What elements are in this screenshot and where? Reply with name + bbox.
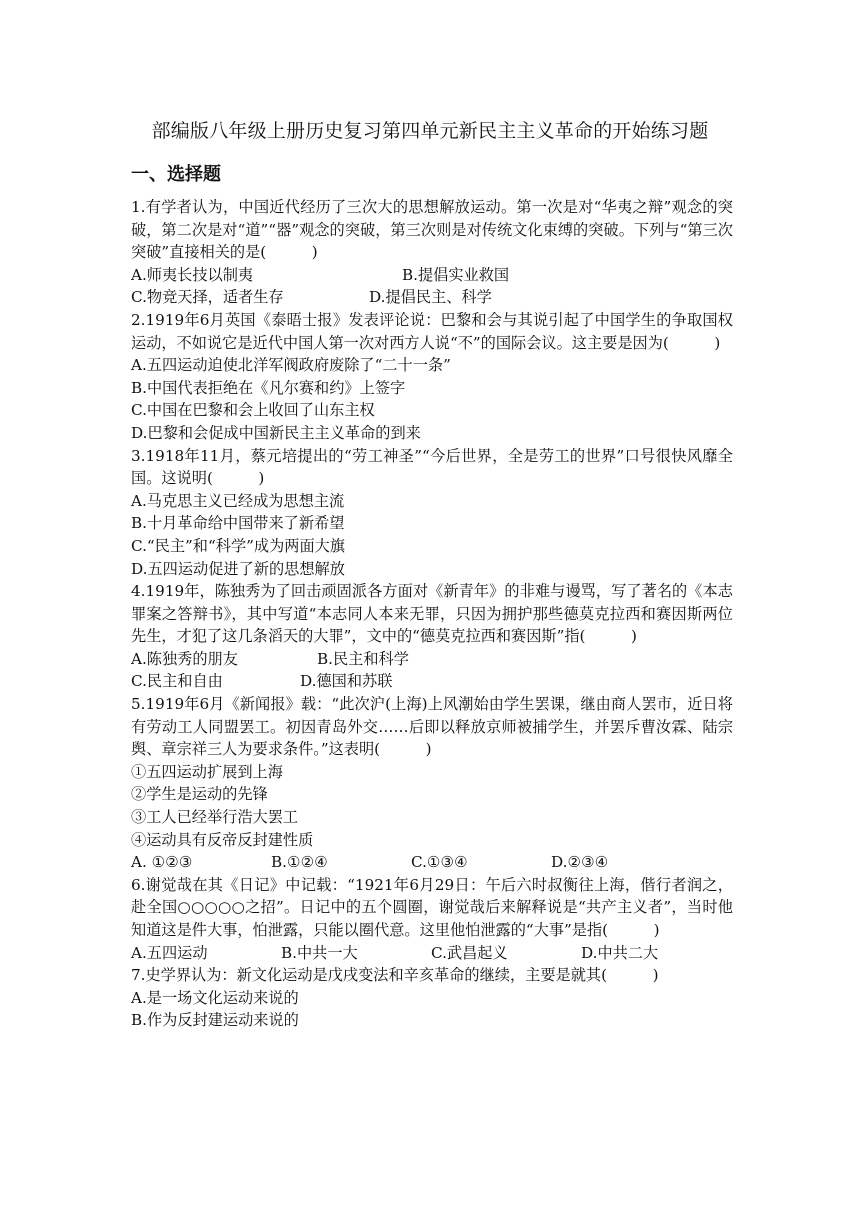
option-b: B.作为反封建运动来说的 xyxy=(131,1011,299,1030)
question-stem: 6.谢觉哉在其《日记》中记载：“1921年6月29日：午后六时叔衡往上海，偕行者润之，赴全国○○○○○之招”。日记中的五个圆圈，谢觉哉后来解释说是“共产主义者”，当时他知道这是件大事，怕泄露，只能以圈代意。这里他怕泄露的“大事”是指( ) xyxy=(131,875,733,939)
statement-3: ③工人已经举行浩大罢工 xyxy=(131,808,299,827)
option-a: A.五四运动迫使北洋军阀政府废除了“二十一条” xyxy=(131,356,451,375)
question-3 xyxy=(131,445,733,581)
question-stem: 7.史学界认为：新文化运动是戊戌变法和辛亥革命的继续，主要是就其( ) xyxy=(131,966,659,985)
option-row xyxy=(131,942,733,965)
option-c: C.中国在巴黎和会上收回了山东主权 xyxy=(131,401,375,420)
option-b: B.十月革命给中国带来了新希望 xyxy=(131,514,345,533)
question-stem: 3.1918年11月，蔡元培提出的“劳工神圣”“今后世界，全是劳工的世界”口号很快风靡全国。这说明( ) xyxy=(131,446,733,488)
statement-2: ②学生是运动的先锋 xyxy=(131,785,268,804)
question-4 xyxy=(131,580,733,693)
option-d: D.②③④ xyxy=(551,853,609,872)
option-a: A.师夷长技以制夷 xyxy=(131,265,254,284)
option-c: C.民主和自由 xyxy=(131,672,223,691)
option-d: D.中共二大 xyxy=(581,943,659,962)
option-row xyxy=(131,264,733,287)
option-row xyxy=(131,670,733,693)
option-b: B.提倡实业救国 xyxy=(402,265,510,284)
question-stem: 2.1919年6月英国《泰晤士报》发表评论说：巴黎和会与其说引起了中国学生的争取国权运动，不如说它是近代中国人第一次对西方人说“不”的国际会议。这主要是因为( ) xyxy=(131,310,733,352)
option-b: B.民主和科学 xyxy=(317,649,409,668)
question-stem: 4.1919年，陈独秀为了回击顽固派各方面对《新青年》的非难与谩骂，写了著名的《本志罪案之答辩书》，其中写道“本志同人本来无罪，只因为拥护那些德莫克拉西和赛因斯两位先生，才犯了这几条滔天的大罪”，文中的“德莫克拉西和赛因斯”指( ) xyxy=(131,582,733,646)
question-list xyxy=(131,196,733,1032)
question-5 xyxy=(131,693,733,874)
question-stem: 5.1919年6月《新闻报》载：“此次沪(上海)上风潮始由学生罢课，继由商人罢市，近日将有劳动工人同盟罢工。初因青岛外交……后即以释放京师被捕学生，并罢斥曹汝霖、陆宗舆、章宗祥三人为要求条件。”这表明( ) xyxy=(131,695,733,759)
option-c: C.①③④ xyxy=(411,853,468,872)
section-heading: 一、选择题 xyxy=(131,164,221,185)
option-a: A.是一场文化运动来说的 xyxy=(131,988,299,1007)
option-c: C.武昌起义 xyxy=(431,943,508,962)
document-title: 部编版八年级上册历史复习第四单元新民主主义革命的开始练习题 xyxy=(151,120,709,142)
option-row xyxy=(131,286,733,309)
option-b: B.中共一大 xyxy=(281,943,358,962)
statement-1: ①五四运动扩展到上海 xyxy=(131,762,283,781)
question-1 xyxy=(131,196,733,309)
option-d: D.五四运动促进了新的思想解放 xyxy=(131,559,345,578)
option-a: A. ①②③ xyxy=(131,853,193,872)
option-b: B.①②④ xyxy=(271,853,328,872)
question-stem: 1.有学者认为，中国近代经历了三次大的思想解放运动。第一次是对“华夷之辩”观念的突破，第二次是对“道”“器”观念的突破，第三次则是对传统文化束缚的突破。下列与“第三次突破”直接相关的是( ) xyxy=(131,198,733,262)
option-d: D.德国和苏联 xyxy=(300,672,393,691)
option-a: A.五四运动 xyxy=(131,943,208,962)
question-7 xyxy=(131,964,733,1032)
option-c: C.“民主”和“科学”成为两面大旗 xyxy=(131,536,346,555)
question-6 xyxy=(131,874,733,964)
statement-4: ④运动具有反帝反封建性质 xyxy=(131,830,314,849)
option-row xyxy=(131,851,733,874)
option-d: D.巴黎和会促成中国新民主主义革命的到来 xyxy=(131,423,421,442)
option-a: A.马克思主义已经成为思想主流 xyxy=(131,491,345,510)
option-c: C.物竞天择，适者生存 xyxy=(131,288,284,307)
option-d: D.提倡民主、科学 xyxy=(369,288,492,307)
question-2 xyxy=(131,309,733,445)
option-b: B.中国代表拒绝在《凡尔赛和约》上签字 xyxy=(131,378,406,397)
option-row xyxy=(131,648,733,671)
option-a: A.陈独秀的朋友 xyxy=(131,649,238,668)
